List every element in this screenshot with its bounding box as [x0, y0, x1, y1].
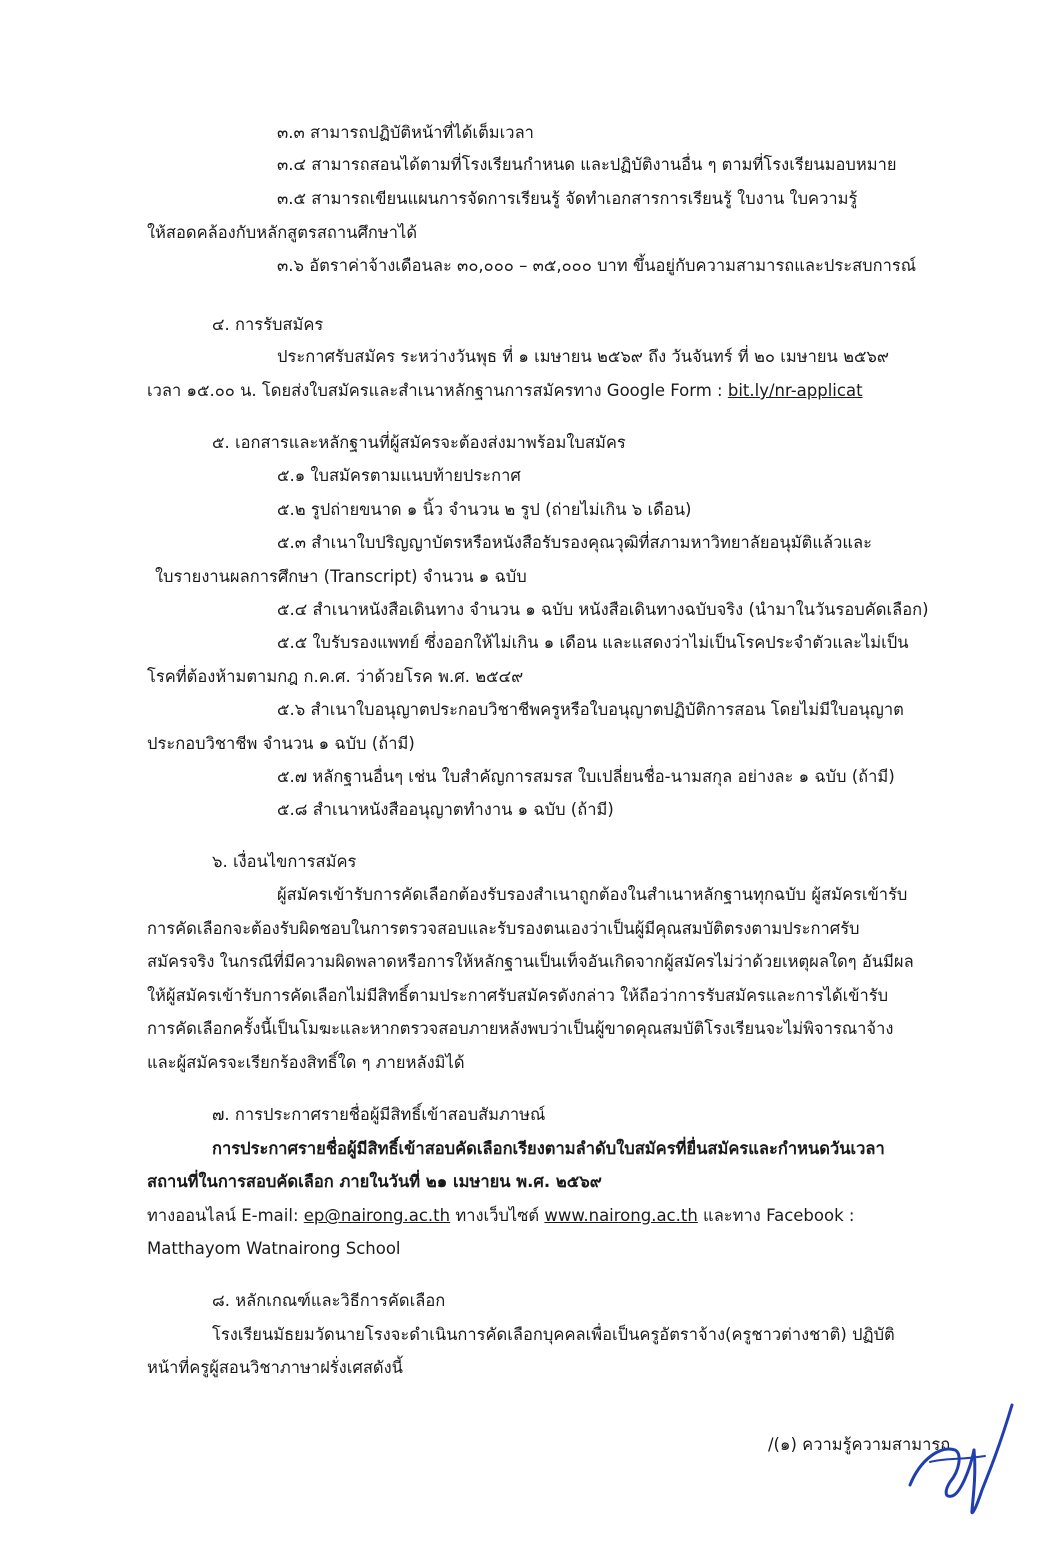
section-6-heading: ๖. เงื่อนไขการสมัคร — [212, 852, 357, 871]
section-7-contact-line — [147, 1203, 854, 1229]
section-4-line1: ประกาศรับสมัคร ระหว่างวันพุธ ที่ ๑ เมษายน ๒๕๖๙ ถึง วันจันทร์ ที่ ๒๐ เมษายน ๒๕๖๙ — [277, 347, 889, 366]
section-8-heading: ๘. หลักเกณฑ์และวิธีการคัดเลือก — [212, 1291, 446, 1310]
signature-icon — [900, 1390, 1020, 1530]
website-prefix: ทางเว็บไซต์ — [450, 1206, 545, 1225]
facebook-prefix: และทาง Facebook : — [697, 1206, 855, 1225]
item-5-6-continued: ประกอบวิชาชีพ จำนวน ๑ ฉบับ (ถ้ามี) — [147, 734, 415, 753]
item-5-6: ๕.๖ สำเนาใบอนุญาตประกอบวิชาชีพครูหรือใบอนุญาตปฏิบัติการสอน โดยไม่มีใบอนุญาต — [277, 700, 904, 719]
section-4-heading: ๔. การรับสมัคร — [212, 315, 324, 334]
google-form-link[interactable]: bit.ly/nr-applicat — [727, 381, 863, 400]
item-3-5-continued: ให้สอดคล้องกับหลักสูตรสถานศึกษาได้ — [147, 223, 418, 242]
section-7-heading: ๗. การประกาศรายชื่อผู้มีสิทธิ์เข้าสอบสัมภาษณ์ — [212, 1105, 546, 1124]
online-prefix: ทางออนไลน์ E-mail: — [147, 1206, 304, 1225]
section-4-line2 — [147, 378, 863, 404]
item-5-2: ๕.๒ รูปถ่ายขนาด ๑ นิ้ว จำนวน ๒ รูป (ถ่ายไม่เกิน ๖ เดือน) — [277, 500, 692, 519]
item-3-5: ๓.๕ สามารถเขียนแผนการจัดการเรียนรู้ จัดทำเอกสารการเรียนรู้ ใบงาน ใบความรู้ — [277, 189, 858, 208]
item-3-4: ๓.๔ สามารถสอนได้ตามที่โรงเรียนกำหนด และปฏิบัติงานอื่น ๆ ตามที่โรงเรียนมอบหมาย — [277, 155, 897, 174]
section-7-bold-line2: สถานที่ในการสอบคัดเลือก ภายในวันที่ ๒๑ เมษายน พ.ศ. ๒๕๖๙ — [147, 1172, 602, 1191]
section-8-para-line1: โรงเรียนมัธยมวัดนายโรงจะดำเนินการคัดเลือกบุคคลเพื่อเป็นครูอัตราจ้าง(ครูชาวต่างชาติ) ปฏิบัติ — [212, 1325, 895, 1344]
item-5-3: ๕.๓ สำเนาใบปริญญาบัตรหรือหนังสือรับรองคุณวุฒิที่สภามหาวิทยาลัยอนุมัติแล้วและ — [277, 533, 872, 552]
item-5-3-continued: ใบรายงานผลการศึกษา (Transcript) จำนวน ๑ ฉบับ — [155, 567, 527, 586]
item-3-6: ๓.๖ อัตราค่าจ้างเดือนละ ๓๐,๐๐๐ – ๓๕,๐๐๐ บาท ขึ้นอยู่กับความสามารถและประสบการณ์ — [277, 256, 917, 275]
section-6-para-line2: การคัดเลือกจะต้องรับผิดชอบในการตรวจสอบและรับรองตนเองว่าเป็นผู้มีคุณสมบัติตรงตามประกาศรับ — [147, 919, 860, 938]
section-5-heading: ๕. เอกสารและหลักฐานที่ผู้สมัครจะต้องส่งมาพร้อมใบสมัคร — [212, 433, 626, 452]
item-5-4: ๕.๔ สำเนาหนังสือเดินทาง จำนวน ๑ ฉบับ หนังสือเดินทางฉบับจริง (นำมาในวันรอบคัดเลือก) — [277, 600, 929, 619]
website-link[interactable]: www.nairong.ac.th — [544, 1206, 698, 1225]
facebook-page-name: Matthayom Watnairong School — [147, 1239, 401, 1258]
section-6-para-line6: และผู้สมัครจะเรียกร้องสิทธิ์ใด ๆ ภายหลังมิได้ — [147, 1053, 465, 1072]
section-6-para-line4: ให้ผู้สมัครเข้ารับการคัดเลือกไม่มีสิทธิ์ตามประกาศรับสมัครดังกล่าว ให้ถือว่าการรับสมัครและการได้เข้ารับ — [147, 986, 889, 1005]
continued-marker: /(๑) ความรู้ความสามารถ — [768, 1435, 951, 1454]
section-7-bold-line1: การประกาศรายชื่อผู้มีสิทธิ์เข้าสอบคัดเลือกเรียงตามลำดับใบสมัครที่ยื่นสมัครและกำหนดวันเวลา — [212, 1139, 885, 1158]
section-4-line2-text: เวลา ๑๕.๐๐ น. โดยส่งใบสมัครและสำเนาหลักฐานการสมัครทาง Google Form : — [147, 381, 728, 400]
item-5-5-continued: โรคที่ต้องห้ามตามกฎ ก.ค.ศ. ว่าด้วยโรค พ.ศ. ๒๕๔๙ — [147, 667, 524, 686]
item-5-8: ๕.๘ สำเนาหนังสืออนุญาตทำงาน ๑ ฉบับ (ถ้ามี) — [277, 800, 614, 819]
item-5-1: ๕.๑ ใบสมัครตามแนบท้ายประกาศ — [277, 466, 521, 485]
email-link[interactable]: ep@nairong.ac.th — [303, 1206, 451, 1225]
section-6-para-line1: ผู้สมัครเข้ารับการคัดเลือกต้องรับรองสำเนาถูกต้องในสำเนาหลักฐานทุกฉบับ ผู้สมัครเข้ารับ — [277, 885, 908, 904]
section-8-para-line2: หน้าที่ครูผู้สอนวิชาภาษาฝรั่งเศสดังนี้ — [147, 1358, 403, 1377]
item-5-5: ๕.๕ ใบรับรองแพทย์ ซึ่งออกให้ไม่เกิน ๑ เดือน และแสดงว่าไม่เป็นโรคประจำตัวและไม่เป็น — [277, 633, 909, 652]
item-5-7: ๕.๗ หลักฐานอื่นๆ เช่น ใบสำคัญการสมรส ใบเปลี่ยนชื่อ-นามสกุล อย่างละ ๑ ฉบับ (ถ้ามี) — [277, 767, 895, 786]
section-6-para-line5: การคัดเลือกครั้งนี้เป็นโมฆะและหากตรวจสอบภายหลังพบว่าเป็นผู้ขาดคุณสมบัติโรงเรียนจะไม่พิจารณาจ้าง — [147, 1019, 894, 1038]
section-6-para-line3: สมัครจริง ในกรณีที่มีความผิดพลาดหรือการให้หลักฐานเป็นเท็จอันเกิดจากผู้สมัครไม่ว่าด้วยเหตุผลใดๆ อันมีผล — [147, 952, 914, 971]
item-3-3: ๓.๓ สามารถปฏิบัติหน้าที่ได้เต็มเวลา — [277, 123, 534, 142]
